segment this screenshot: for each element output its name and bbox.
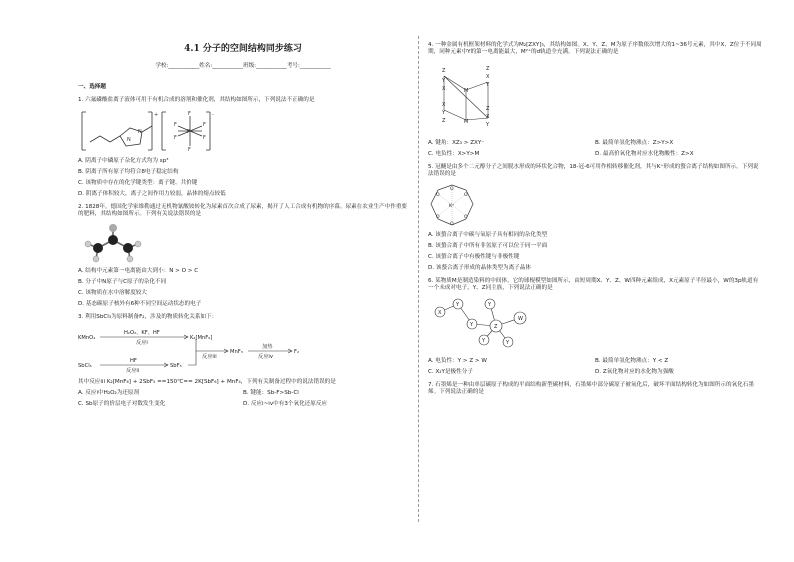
options-row [428, 151, 762, 158]
flow-kmno4: KMnO₄ [78, 335, 96, 342]
question-1 [78, 97, 408, 198]
svg-text:Y: Y [486, 81, 490, 88]
svg-text:O: O [450, 186, 454, 192]
option-c: C. Sb原子的价层电子对数发生变化 [78, 401, 166, 407]
flow-k2mnf6: K₂[MnF₆] [190, 335, 213, 342]
flow-r3: 反应iii [202, 354, 217, 361]
options-row [78, 390, 408, 397]
svg-text:Y: Y [470, 321, 474, 328]
svg-text:K⁺: K⁺ [449, 203, 455, 209]
question-note: 其中反应iii K₂[MnF₆] + 2SbF₅ ==150℃== 2K[SbF₆] + MnF₄，下列有关制备过程中的说法错误的是 [78, 379, 336, 386]
svg-text:F: F [174, 135, 177, 142]
reaction-flow-diagram [78, 325, 318, 375]
svg-text:O: O [464, 192, 468, 198]
option-c: C. 该物质中存在的化学键类型：离子键、共价键 [78, 180, 198, 187]
option-c: C. X₂Y是极性分子 [428, 368, 473, 375]
option-a: A. 键角：XZ₃ > ZXY⁻ [428, 139, 485, 146]
svg-text:Z: Z [486, 105, 490, 112]
svg-text:F: F [203, 122, 206, 129]
svg-text:Z: Z [486, 65, 490, 72]
option-b: B. 该螯合离子中所有非氢原子可以位于同一平面 [428, 242, 548, 249]
option-a: A. 该螯合离子中碳与氧原子具有相同的杂化类型 [428, 231, 548, 238]
svg-text:F: F [203, 135, 206, 142]
mof-structure-figure [428, 60, 508, 136]
svg-text:M: M [464, 87, 469, 94]
question-6 [428, 278, 762, 376]
question-5 [428, 164, 762, 272]
options-row [428, 140, 762, 147]
crown-ether-figure [428, 182, 476, 228]
option-d: D. 该螯合离子形成的晶体类型为离子晶体 [428, 264, 531, 271]
svg-text:X: X [486, 73, 490, 80]
option-a: A. 阴离子中磷原子杂化方式均为 sp³ [78, 158, 169, 165]
svg-text:O: O [436, 214, 440, 220]
flow-f2: F₂ [294, 349, 300, 356]
options-row [78, 401, 408, 408]
flow-r2-top: HF [130, 358, 137, 365]
option-d: D. 最高价氧化物对应水化物酸性：Z>X [595, 150, 694, 157]
svg-text:-: - [212, 112, 214, 119]
option-d: D. 反应i~iv中有3个氧化还原反应 [243, 401, 328, 407]
flow-r4-top: 加热 [262, 344, 273, 351]
svg-text:N: N [138, 129, 142, 136]
flow-r4-bottom: 反应iv [258, 354, 273, 361]
svg-text:Y: Y [482, 337, 486, 344]
svg-text:+: + [154, 112, 159, 119]
flow-sbf5: SbF₅ [170, 363, 182, 370]
svg-text:Z: Z [442, 67, 446, 74]
option-c: C. 该螯合离子中有极性键与非极性键 [428, 253, 520, 260]
option-b: B. 阴离子所有原子均符合8电子稳定结构 [78, 169, 179, 176]
options-row [428, 358, 762, 365]
question-stem: 3. 利用SbCl₃为原料制备F₂，涉及的物质转化关系如下： [78, 314, 218, 321]
svg-text:Z: Z [494, 323, 498, 330]
question-stem: 1. 六氟磷酸盐离子液体可用于有机合成的溶剂和催化剂，其结构如图所示，下列说法不正确的是 [78, 97, 315, 104]
svg-text:Y: Y [456, 301, 460, 308]
left-column [78, 42, 408, 408]
question-stem: 2. 1828年，德国化学家维勒通过无机物氰酸铵转化为尿素首次合成了尿素，揭开了人工合成有机物的序幕。尿素在农业生产中作重要的肥料，其结构如图所示。下列有关说法错误的是 [78, 204, 408, 218]
question-3 [78, 314, 408, 408]
option-d: D. 阴离子体积较大，离子之间作用力较弱，晶体的熔点较低 [78, 191, 226, 198]
svg-text:X: X [442, 101, 446, 108]
svg-text:X: X [438, 309, 442, 316]
question-7 [428, 382, 762, 396]
urea-ball-stick-figure [78, 222, 148, 264]
option-c: C. 电负性：X>Y>M [428, 150, 480, 157]
flow-r2-bottom: 反应ii [126, 368, 140, 375]
column-divider [418, 36, 419, 522]
svg-text:F: F [188, 147, 191, 154]
ionic-liquid-structure-figure [78, 108, 218, 154]
option-a: A. 反应i中H₂O₂为还原剂 [78, 390, 140, 397]
svg-text:O: O [464, 214, 468, 220]
option-b: B. 分子中N原子与C原子的杂化不同 [78, 279, 167, 286]
flow-r1-top: H₂O₂、KF、HF [124, 330, 160, 337]
options-row [428, 369, 762, 376]
svg-text:Y: Y [488, 301, 492, 308]
question-4 [428, 42, 762, 158]
svg-text:Y: Y [506, 339, 510, 346]
student-info-line: 学校:___________姓名:___________班级:___________考号:___________ [155, 63, 331, 70]
svg-text:N: N [127, 137, 131, 144]
question-stem: 6. 某物质M是制造染料的中间体，它的球棍模型如图所示，由短周期X、Y、Z、W四种元素组成，X元素原子半径最小，W的3p轨道有一个未成对电子，Y、Z同主族，下列说法正确的是 [428, 277, 759, 291]
svg-text:W: W [518, 315, 523, 322]
svg-text:Y: Y [486, 121, 490, 128]
svg-text:Y: Y [442, 77, 446, 84]
option-b: B. 最简单氢化物沸点：Y < Z [595, 357, 669, 364]
option-b: B. 键能：Sb-F>Sb-Cl [243, 390, 299, 397]
option-a: A. 结构中元素第一电离能由大到小：N > O > C [78, 268, 199, 275]
flow-sbcl5: SbCl₅ [78, 363, 92, 370]
option-b: B. 最简单氢化物沸点：Z>Y>X [595, 139, 674, 146]
section-heading: 一、选择题 [78, 84, 106, 91]
option-c: C. 该物质在水中溶解度较大 [78, 290, 147, 297]
svg-text:O: O [436, 192, 440, 198]
svg-text:F: F [188, 111, 191, 118]
question-2 [78, 204, 408, 308]
ball-stick-model-figure [428, 296, 538, 354]
question-stem: 5. 冠醚是由多个二元醇分子之间脱水形成的环状化合物，18-冠-6可用作相转移催化剂，其与K⁺形成的螯合离子结构如图所示。下列说法错误的是 [428, 163, 759, 177]
svg-text:Z: Z [442, 117, 446, 124]
option-d: D. Z氧化物对应的水化物为强酸 [595, 368, 674, 375]
option-a: A. 电负性：Y > Z > W [428, 357, 487, 364]
page-title: 4.1 分子的空间结构同步练习 [184, 44, 302, 54]
svg-text:F: F [174, 122, 177, 129]
question-stem: 7. 石墨烯是一种由单层碳原子构成的平面结构新型碳材料，石墨烯中部分碳原子被氧化后，破坏平面结构转化为如图所示的氧化石墨烯。下列说法正确的是 [428, 381, 754, 395]
question-stem: 4. 一种金属有机框架材料的化学式为M₂[ZXY]₃，其结构如图。X、Y、Z、M为原子序数依次增大的1~36号元素，其中X、Z位于不同周期，同种元素中Y的第一电离能最大，M²⁺的d轨道全充满。下列说法正确的是 [428, 42, 762, 55]
svg-text:O: O [450, 221, 454, 227]
svg-text:M: M [464, 118, 469, 125]
svg-text:X: X [486, 113, 490, 120]
svg-text:Y: Y [442, 109, 446, 116]
option-d: D. 基态碳原子核外有6种不同空间运动状态的电子 [78, 301, 202, 308]
flow-r1-bottom: 反应i [136, 340, 148, 347]
flow-mnf3: MnF₃ [230, 349, 243, 356]
svg-text:P: P [187, 129, 191, 136]
right-column [428, 42, 762, 396]
svg-text:X: X [442, 85, 446, 92]
